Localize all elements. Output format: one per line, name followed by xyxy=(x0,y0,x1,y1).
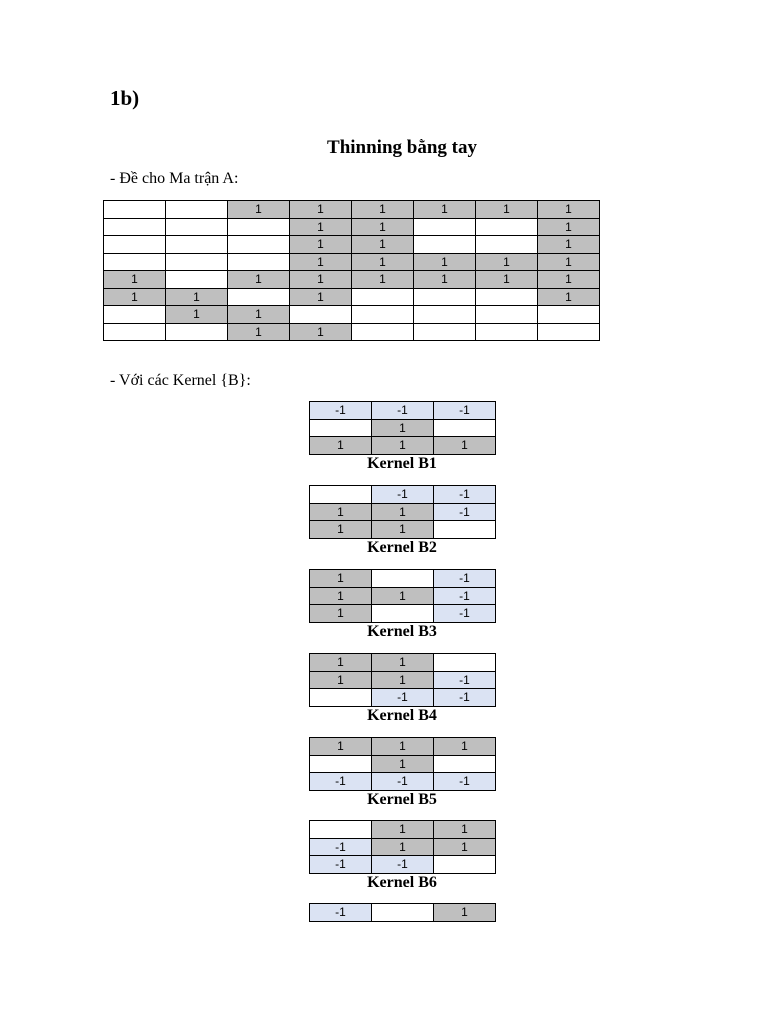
kernel-cell: 1 xyxy=(434,437,496,455)
kernel-row xyxy=(310,738,496,756)
matrix-cell: 1 xyxy=(166,306,228,324)
kernel-cell: -1 xyxy=(434,773,496,791)
matrix-cell xyxy=(166,271,228,289)
kernel-cell xyxy=(434,654,496,672)
matrix-row xyxy=(104,271,600,289)
section-label: 1b) xyxy=(110,86,140,110)
kernel-cell: 1 xyxy=(372,437,434,455)
matrix-a-table xyxy=(103,200,600,341)
matrix-cell: 1 xyxy=(538,253,600,271)
kernel-b3-table xyxy=(309,569,496,623)
kernel-intro: - Với các Kernel {B}: xyxy=(110,372,251,389)
kernel-cell: 1 xyxy=(372,521,434,539)
matrix-cell xyxy=(414,288,476,306)
matrix-cell xyxy=(104,323,166,341)
kernel-cell: 1 xyxy=(310,437,372,455)
matrix-cell xyxy=(352,288,414,306)
kernel-row xyxy=(310,419,496,437)
matrix-cell: 1 xyxy=(414,253,476,271)
kernel-row xyxy=(310,689,496,707)
kernel-b7-table xyxy=(309,903,496,922)
matrix-cell xyxy=(104,218,166,236)
kernel-row xyxy=(310,402,496,420)
matrix-cell xyxy=(104,236,166,254)
kernel-caption: Kernel B4 xyxy=(367,707,437,724)
matrix-cell: 1 xyxy=(290,271,352,289)
matrix-row xyxy=(104,201,600,219)
kernel-cell: -1 xyxy=(372,402,434,420)
matrix-cell: 1 xyxy=(228,306,290,324)
kernel-row xyxy=(310,838,496,856)
kernel-cell: 1 xyxy=(434,738,496,756)
kernel-row xyxy=(310,437,496,455)
kernel-cell: -1 xyxy=(434,605,496,623)
matrix-cell: 1 xyxy=(228,323,290,341)
kernel-caption: Kernel B3 xyxy=(367,623,437,640)
kernel-b1-table xyxy=(309,401,496,455)
kernel-cell: -1 xyxy=(372,486,434,504)
kernel-cell xyxy=(310,689,372,707)
matrix-cell: 1 xyxy=(352,201,414,219)
matrix-cell: 1 xyxy=(538,288,600,306)
kernel-cell: 1 xyxy=(434,904,496,922)
kernel-cell: -1 xyxy=(310,838,372,856)
kernel-caption: Kernel B6 xyxy=(367,874,437,891)
kernel-cell: 1 xyxy=(310,654,372,672)
kernel-cell: -1 xyxy=(434,671,496,689)
matrix-cell xyxy=(414,306,476,324)
matrix-row xyxy=(104,323,600,341)
kernel-cell: -1 xyxy=(310,904,372,922)
matrix-cell: 1 xyxy=(290,236,352,254)
matrix-intro: - Đề cho Ma trận A: xyxy=(110,170,239,187)
matrix-cell xyxy=(228,253,290,271)
matrix-cell xyxy=(290,306,352,324)
kernel-cell xyxy=(372,605,434,623)
matrix-cell xyxy=(228,236,290,254)
kernel-cell xyxy=(434,856,496,874)
matrix-cell xyxy=(414,236,476,254)
matrix-cell xyxy=(104,306,166,324)
kernel-row xyxy=(310,821,496,839)
matrix-cell: 1 xyxy=(228,201,290,219)
kernel-row xyxy=(310,654,496,672)
kernel-cell: -1 xyxy=(434,402,496,420)
matrix-cell: 1 xyxy=(476,253,538,271)
matrix-cell: 1 xyxy=(228,271,290,289)
matrix-cell xyxy=(352,323,414,341)
kernel-cell: -1 xyxy=(310,856,372,874)
matrix-cell xyxy=(104,253,166,271)
kernel-cell: -1 xyxy=(434,486,496,504)
kernel-cell: 1 xyxy=(372,755,434,773)
kernel-cell: -1 xyxy=(310,402,372,420)
kernel-row xyxy=(310,503,496,521)
kernel-cell: 1 xyxy=(434,838,496,856)
matrix-cell xyxy=(352,306,414,324)
kernel-row xyxy=(310,521,496,539)
kernel-cell: 1 xyxy=(372,419,434,437)
matrix-cell: 1 xyxy=(104,271,166,289)
kernel-row xyxy=(310,755,496,773)
kernel-cell: -1 xyxy=(434,587,496,605)
matrix-cell xyxy=(476,323,538,341)
kernel-row xyxy=(310,904,496,922)
matrix-cell xyxy=(104,201,166,219)
kernel-cell xyxy=(434,419,496,437)
matrix-cell: 1 xyxy=(414,271,476,289)
kernel-cell: -1 xyxy=(372,856,434,874)
kernel-cell: 1 xyxy=(310,503,372,521)
kernel-cell: -1 xyxy=(434,503,496,521)
matrix-cell xyxy=(166,201,228,219)
kernel-b2-table xyxy=(309,485,496,539)
matrix-cell xyxy=(476,236,538,254)
kernel-cell: 1 xyxy=(372,738,434,756)
matrix-cell xyxy=(476,218,538,236)
matrix-cell: 1 xyxy=(538,201,600,219)
matrix-cell: 1 xyxy=(414,201,476,219)
kernel-cell: 1 xyxy=(310,570,372,588)
kernel-row xyxy=(310,856,496,874)
kernel-cell: 1 xyxy=(372,838,434,856)
kernel-cell: 1 xyxy=(372,654,434,672)
matrix-row xyxy=(104,253,600,271)
kernel-cell: 1 xyxy=(310,738,372,756)
matrix-cell: 1 xyxy=(290,323,352,341)
kernel-row xyxy=(310,570,496,588)
kernel-cell: 1 xyxy=(310,671,372,689)
kernel-cell: 1 xyxy=(434,821,496,839)
matrix-cell xyxy=(228,288,290,306)
matrix-cell: 1 xyxy=(352,236,414,254)
kernel-cell xyxy=(372,570,434,588)
matrix-cell xyxy=(166,253,228,271)
matrix-cell: 1 xyxy=(290,201,352,219)
kernel-cell: -1 xyxy=(372,689,434,707)
kernel-cell: -1 xyxy=(434,689,496,707)
matrix-cell xyxy=(228,218,290,236)
kernel-row xyxy=(310,671,496,689)
kernel-cell xyxy=(310,486,372,504)
kernel-cell: -1 xyxy=(434,570,496,588)
kernel-cell: 1 xyxy=(372,587,434,605)
matrix-cell: 1 xyxy=(166,288,228,306)
matrix-cell xyxy=(538,306,600,324)
matrix-row xyxy=(104,288,600,306)
kernel-cell: 1 xyxy=(310,587,372,605)
kernel-b6-table xyxy=(309,820,496,874)
matrix-cell: 1 xyxy=(290,218,352,236)
matrix-cell xyxy=(166,323,228,341)
kernel-row xyxy=(310,587,496,605)
matrix-row xyxy=(104,218,600,236)
kernel-cell: 1 xyxy=(372,671,434,689)
kernel-cell xyxy=(310,755,372,773)
kernel-cell: 1 xyxy=(372,821,434,839)
matrix-cell: 1 xyxy=(290,253,352,271)
kernel-cell: 1 xyxy=(310,605,372,623)
matrix-row xyxy=(104,236,600,254)
matrix-cell xyxy=(538,323,600,341)
kernel-cell xyxy=(372,904,434,922)
matrix-cell: 1 xyxy=(538,271,600,289)
kernel-cell: 1 xyxy=(372,503,434,521)
matrix-cell xyxy=(476,288,538,306)
matrix-cell: 1 xyxy=(538,236,600,254)
matrix-cell xyxy=(166,218,228,236)
kernel-caption: Kernel B1 xyxy=(367,455,437,472)
matrix-cell: 1 xyxy=(352,253,414,271)
document-title: Thinning bằng tay xyxy=(327,137,477,158)
matrix-cell: 1 xyxy=(290,288,352,306)
kernel-caption: Kernel B2 xyxy=(367,539,437,556)
kernel-b5-table xyxy=(309,737,496,791)
matrix-cell: 1 xyxy=(538,218,600,236)
kernel-caption: Kernel B5 xyxy=(367,791,437,808)
kernel-row xyxy=(310,605,496,623)
matrix-cell xyxy=(476,306,538,324)
kernel-row xyxy=(310,486,496,504)
kernel-cell: -1 xyxy=(310,773,372,791)
kernel-cell xyxy=(434,521,496,539)
matrix-row xyxy=(104,306,600,324)
matrix-cell xyxy=(166,236,228,254)
kernel-cell xyxy=(310,419,372,437)
matrix-cell: 1 xyxy=(352,271,414,289)
matrix-cell: 1 xyxy=(104,288,166,306)
matrix-cell: 1 xyxy=(476,201,538,219)
matrix-cell: 1 xyxy=(352,218,414,236)
kernel-cell: -1 xyxy=(372,773,434,791)
kernel-cell xyxy=(310,821,372,839)
kernel-cell: 1 xyxy=(310,521,372,539)
matrix-cell xyxy=(414,218,476,236)
kernel-b4-table xyxy=(309,653,496,707)
matrix-cell xyxy=(414,323,476,341)
kernel-cell xyxy=(434,755,496,773)
matrix-cell: 1 xyxy=(476,271,538,289)
kernel-row xyxy=(310,773,496,791)
